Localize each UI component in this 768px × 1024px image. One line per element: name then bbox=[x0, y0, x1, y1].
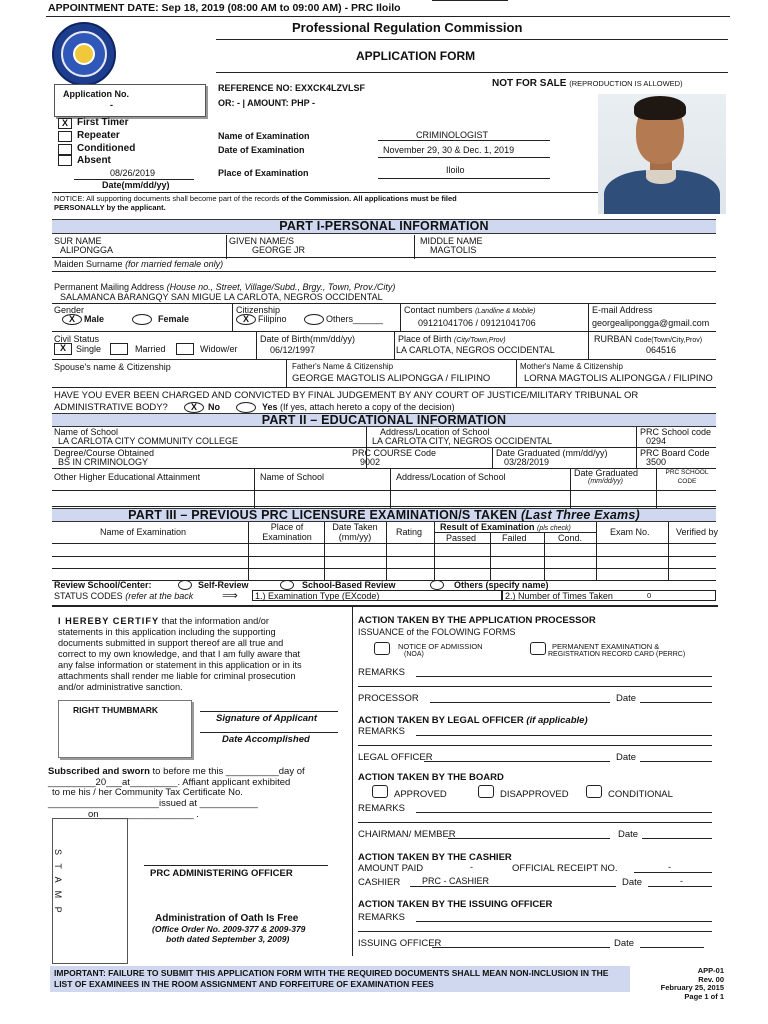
disapproved-label: DISAPPROVED bbox=[500, 789, 569, 800]
part1-title: PART I-PERSONAL INFORMATION bbox=[52, 219, 716, 234]
other-graduated-label: Date Graduated bbox=[574, 468, 639, 478]
others-citizenship-label: Others______ bbox=[326, 314, 384, 324]
signature-label: Signature of Applicant bbox=[216, 713, 317, 724]
father-label: Father's Name & Citizenship bbox=[292, 362, 394, 371]
absent-label: Absent bbox=[77, 155, 111, 166]
male-label: Male bbox=[84, 314, 105, 324]
form-rev: Rev. 00 bbox=[698, 974, 724, 984]
thumbmark-label: RIGHT THUMBMARK bbox=[73, 705, 158, 715]
exam-name-label: Name of Examination bbox=[218, 131, 310, 141]
col-exam-no: Exam No. bbox=[610, 527, 650, 537]
others-review-label: Others (specify name) bbox=[454, 580, 549, 590]
official-receipt-value: - bbox=[668, 862, 671, 872]
processor-heading: ACTION TAKEN BY THE APPLICATION PROCESSOR bbox=[358, 615, 596, 626]
legal-heading: ACTION TAKEN BY LEGAL OFFICER (if applicable) bbox=[358, 715, 588, 726]
others-radio[interactable] bbox=[304, 314, 324, 325]
amount-paid-value: - bbox=[470, 862, 473, 872]
cashier-label: CASHIER bbox=[358, 877, 401, 888]
application-no-label: Application No. bbox=[63, 89, 129, 99]
amount-paid-label: AMOUNT PAID bbox=[358, 863, 424, 874]
male-radio[interactable]: X bbox=[62, 314, 82, 325]
review-center-label: Review School/Center: bbox=[54, 580, 152, 590]
filipino-label: Filipino bbox=[258, 314, 287, 324]
conditioned-checkbox[interactable] bbox=[58, 144, 72, 155]
issuing-remarks-label: REMARKS bbox=[358, 912, 405, 923]
legal-date-label: Date bbox=[616, 752, 637, 763]
part2-title: PART II – EDUCATIONAL INFORMATION bbox=[52, 413, 716, 427]
given-name-label: GIVEN NAME/S bbox=[229, 236, 295, 246]
school-based-radio[interactable] bbox=[280, 580, 294, 590]
stamp-label: S T A M P bbox=[53, 849, 63, 916]
surname-label: SUR NAME bbox=[54, 236, 102, 246]
times-taken-field: 2.) Number of Times Taken 0 bbox=[502, 590, 716, 601]
perrc-label: PERMANENT EXAMINATION & bbox=[552, 642, 660, 651]
address-label: Permanent Mailing Address (House no., Street, Village/Subd., Brgy., Town, Prov./City) bbox=[54, 282, 396, 292]
board-code-label: PRC Board Code bbox=[640, 448, 710, 458]
charged-question-line-2: ADMINISTRATIVE BODY? bbox=[54, 402, 168, 413]
col-date-taken: Date Taken (mm/yy) bbox=[332, 522, 378, 542]
exam-type-field: 1.) Examination Type (EXcode) bbox=[252, 590, 502, 601]
other-school-label: Name of School bbox=[260, 472, 325, 482]
status-codes-label: STATUS CODES (refer at the back bbox=[54, 591, 194, 601]
given-name-value: GEORGE JR bbox=[252, 245, 306, 255]
perrc-checkbox[interactable] bbox=[530, 642, 546, 655]
school-value: LA CARLOTA CITY COMMUNITY COLLEGE bbox=[58, 436, 239, 446]
mother-value: LORNA MAGTOLIS ALIPONGGA / FILIPINO bbox=[524, 373, 713, 384]
stamp-box bbox=[52, 818, 128, 964]
oath-note-2: both dated September 3, 2009) bbox=[166, 934, 290, 944]
noa-label: NOTICE OF ADMISSION bbox=[398, 642, 483, 651]
mother-label: Mother's Name & Citizenship bbox=[520, 362, 623, 371]
part3-title: PART III – PREVIOUS PRC LICENSURE EXAMINATION/S TAKEN (Last Three Exams) bbox=[52, 508, 716, 522]
cashier-date-value: - bbox=[680, 876, 683, 886]
middle-name-value: MAGTOLIS bbox=[430, 245, 477, 255]
married-label: Married bbox=[135, 344, 166, 354]
application-no-box bbox=[54, 84, 206, 117]
notice-line-1: NOTICE: All supporting documents shall become part of the records of the Commission. All applications must be filed bbox=[54, 194, 457, 203]
female-label: Female bbox=[158, 314, 190, 324]
board-code-value: 3500 bbox=[646, 457, 667, 467]
charged-yes-label: Yes (If yes, attach hereto a copy of the decision) bbox=[262, 402, 455, 412]
graduated-label: Date Graduated (mm/dd/yy) bbox=[496, 448, 608, 458]
col-place: Place of Examination bbox=[262, 522, 312, 542]
col-cond: Cond. bbox=[558, 533, 583, 543]
approved-checkbox[interactable] bbox=[372, 785, 388, 798]
charged-no-radio[interactable]: X bbox=[184, 402, 204, 413]
pob-value: LA CARLOTA, NEGROS OCCIDENTAL bbox=[396, 345, 555, 355]
female-radio[interactable] bbox=[132, 314, 152, 325]
certify-paragraph: I HEREBY CERTIFY that the information and/or statements in this application including the supporting documents submitted in support thereof are all true and correct to my own knowledge, and that I am fully aware that any false information or statement in this application or in its attachments shall render me liable for criminal prosecution and/or administrative sanction. bbox=[58, 616, 302, 692]
contact-label: Contact numbers (Landline & Mobile) bbox=[404, 305, 536, 315]
col-exam-name: Name of Examination bbox=[100, 527, 187, 537]
oath-note-1: (Office Order No. 2009-377 & 2009-379 bbox=[152, 924, 306, 934]
school-address-label: Address/Location of School bbox=[380, 427, 490, 437]
other-higher-label: Other Higher Educational Attainment bbox=[54, 472, 201, 482]
course-code-label: PRC COURSE Code bbox=[352, 448, 437, 458]
exam-name-value: CRIMINOLOGIST bbox=[416, 130, 489, 140]
noa-sub: (NOA) bbox=[404, 651, 424, 658]
issuing-date-label: Date bbox=[614, 938, 635, 949]
exam-date-label: Date of Examination bbox=[218, 145, 305, 155]
col-verified: Verified by bbox=[676, 527, 719, 537]
processor-remarks-label: REMARKS bbox=[358, 667, 405, 678]
sworn-line-1: Subscribed and sworn to before me this __________day of bbox=[48, 766, 305, 777]
email-value: georgealipongga@gmail.com bbox=[592, 318, 710, 328]
form-title: APPLICATION FORM bbox=[356, 49, 476, 63]
conditional-checkbox[interactable] bbox=[586, 785, 602, 798]
degree-label: Degree/Course Obtained bbox=[54, 448, 155, 458]
exam-place-label: Place of Examination bbox=[218, 168, 309, 178]
course-code-value: 9002 bbox=[360, 457, 381, 467]
sworn-line-3: to me his / her Community Tax Certificate No. bbox=[52, 787, 243, 798]
repeater-label: Repeater bbox=[77, 130, 120, 141]
board-date-label: Date bbox=[618, 829, 639, 840]
applicant-photo bbox=[598, 94, 726, 214]
degree-value: BS IN CRIMINOLOGY bbox=[58, 457, 149, 467]
civil-status-label: Civil Status bbox=[54, 334, 100, 344]
appointment-date: APPOINTMENT DATE: Sep 18, 2019 (08:00 AM to 09:00 AM) - PRC Iloilo bbox=[48, 2, 401, 14]
issuing-heading: ACTION TAKEN BY THE ISSUING OFFICER bbox=[358, 899, 553, 910]
sworn-line-5: on__________________ . bbox=[88, 809, 199, 820]
surname-value: ALIPONGGA bbox=[60, 245, 114, 255]
father-value: GEORGE MAGTOLIS ALIPONGGA / FILIPINO bbox=[292, 373, 491, 384]
disapproved-checkbox[interactable] bbox=[478, 785, 494, 798]
cashier-value: PRC - CASHIER bbox=[422, 876, 490, 886]
charged-question-line-1: HAVE YOU EVER BEEN CHARGED AND CONVICTED BY FINAL JUDGEMENT BY ANY COURT OF JUSTICE/MILITARY TRIBUNAL OR bbox=[54, 390, 639, 401]
seal-icon bbox=[52, 22, 116, 86]
col-failed: Failed bbox=[502, 533, 527, 543]
middle-name-label: MIDDLE NAME bbox=[420, 236, 483, 246]
others-review-radio[interactable] bbox=[430, 580, 444, 590]
school-label: Name of School bbox=[54, 427, 119, 437]
form-page: Page 1 of 1 bbox=[684, 991, 724, 1001]
pob-label: Place of Birth (City/Town,Prov) bbox=[398, 334, 506, 344]
official-receipt-label: OFFICIAL RECEIPT NO. bbox=[512, 863, 618, 874]
agency-name: Professional Regulation Commission bbox=[292, 20, 523, 35]
school-code-value: 0294 bbox=[646, 436, 667, 446]
important-notice: IMPORTANT: FAILURE TO SUBMIT THIS APPLICATION FORM WITH THE REQUIRED DOCUMENTS SHALL MEAN NON-INCLUSION IN THE LIST OF EXAMINEES IN THE ROOM ASSIGNMENT AND FORFEITURE OF EXAMINATION FEES bbox=[50, 966, 630, 992]
issuance-label: ISSUANCE of the FOLOWING FORMS bbox=[358, 627, 516, 637]
sworn-line-4: _____________________issued at ___________ bbox=[48, 798, 258, 809]
single-checkbox[interactable]: X bbox=[54, 343, 72, 355]
perrc-sub: REGISTRATION RECORD CARD (PERRC) bbox=[548, 651, 686, 658]
dob-value: 06/12/1997 bbox=[270, 345, 316, 355]
exam-place-value: Iloilo bbox=[446, 165, 465, 175]
noa-checkbox[interactable] bbox=[374, 642, 390, 655]
oath-free-label: Administration of Oath Is Free bbox=[155, 913, 299, 924]
board-remarks-label: REMARKS bbox=[358, 803, 405, 814]
charged-yes-radio[interactable] bbox=[236, 402, 256, 413]
form-code-block bbox=[640, 967, 724, 1001]
issuing-officer-label: ISSUING OFFICER bbox=[358, 938, 442, 949]
chairman-label: CHAIRMAN/ MEMBER bbox=[358, 829, 456, 840]
legal-remarks-label: REMARKS bbox=[358, 726, 405, 737]
email-label: E-mail Address bbox=[592, 305, 653, 315]
sworn-line-2: _________20___at_________. Affiant applicant exhibited bbox=[48, 777, 291, 788]
other-address-label: Address/Location of School bbox=[396, 472, 506, 482]
address-value: SALAMANCA BARANGQY SAN MIGUE LA CARLOTA, NEGROS OCCIDENTAL bbox=[60, 292, 383, 302]
charged-no-label: No bbox=[208, 402, 220, 412]
graduated-value: 03/28/2019 bbox=[504, 457, 550, 467]
gender-label: Gender bbox=[54, 305, 85, 315]
school-code-label: PRC School code bbox=[640, 427, 712, 437]
right-thumbmark-box bbox=[58, 700, 192, 758]
administering-officer-label: PRC ADMINISTERING OFFICER bbox=[150, 868, 293, 879]
school-address-value: LA CARLOTA CITY, NEGROS OCCIDENTAL bbox=[372, 436, 553, 446]
self-review-radio[interactable] bbox=[178, 580, 192, 590]
application-date-value: 08/26/2019 bbox=[110, 168, 156, 178]
processor-date-label: Date bbox=[616, 693, 637, 704]
col-rating: Rating bbox=[396, 527, 423, 537]
dob-label: Date of Birth(mm/dd/yy) bbox=[260, 334, 356, 344]
form-date: February 25, 2015 bbox=[660, 983, 724, 992]
single-label: Single bbox=[76, 344, 102, 354]
not-for-sale: NOT FOR SALE (REPRODUCTION IS ALLOWED) bbox=[492, 78, 683, 89]
conditioned-label: Conditioned bbox=[77, 143, 136, 154]
rurban-value: 064516 bbox=[646, 345, 677, 355]
conditional-label: CONDITIONAL bbox=[608, 789, 673, 800]
widow-checkbox[interactable] bbox=[176, 343, 194, 355]
rurban-label: RURBAN Code(Town/City,Prov) bbox=[594, 334, 703, 344]
approved-label: APPROVED bbox=[394, 789, 447, 800]
repeater-checkbox[interactable] bbox=[58, 131, 72, 142]
contact-value: 09121041706 / 09121041706 bbox=[418, 318, 536, 328]
maiden-surname-label: Maiden Surname (for married female only) bbox=[54, 259, 224, 269]
date-accomplished-label: Date Accomplished bbox=[222, 734, 310, 745]
col-result: Result of Examination (pls check) bbox=[440, 522, 571, 532]
other-prc-code-label: PRC SCHOOL CODE bbox=[665, 469, 709, 485]
self-review-label: Self-Review bbox=[198, 580, 249, 590]
exam-date-value: November 29, 30 & Dec. 1, 2019 bbox=[383, 145, 515, 155]
cashier-heading: ACTION TAKEN BY THE CASHIER bbox=[358, 852, 512, 863]
or-amount: OR: - | AMOUNT: PHP - bbox=[218, 98, 316, 108]
application-no-value: - bbox=[110, 100, 113, 110]
first-timer-checkbox[interactable]: X bbox=[58, 118, 72, 129]
legal-officer-label: LEGAL OFFICER bbox=[358, 752, 433, 763]
widow-label: Widow/er bbox=[200, 344, 238, 354]
col-passed: Passed bbox=[446, 533, 477, 543]
married-checkbox[interactable] bbox=[110, 343, 128, 355]
processor-label: PROCESSOR bbox=[358, 693, 419, 704]
citizenship-label: Citizenship bbox=[236, 305, 281, 315]
filipino-radio[interactable]: X bbox=[236, 314, 256, 325]
board-heading: ACTION TAKEN BY THE BOARD bbox=[358, 772, 504, 783]
cashier-date-label: Date bbox=[622, 877, 643, 888]
arrow-right-icon: ⟹ bbox=[222, 590, 238, 602]
first-timer-label: First Timer bbox=[77, 117, 129, 128]
form-code: APP-01 bbox=[697, 966, 724, 975]
notice-line-2: PERSONALLY by the applicant. bbox=[54, 203, 166, 212]
absent-checkbox[interactable] bbox=[58, 155, 72, 166]
school-based-label: School-Based Review bbox=[302, 580, 396, 590]
spouse-label: Spouse's name & Citizenship bbox=[54, 362, 171, 372]
reference-no: REFERENCE NO: EXXCK4LZVLSF bbox=[218, 83, 366, 93]
other-graduated-note: (mm/dd/yy) bbox=[588, 478, 623, 485]
application-date-label: Date(mm/dd/yy) bbox=[102, 180, 170, 190]
